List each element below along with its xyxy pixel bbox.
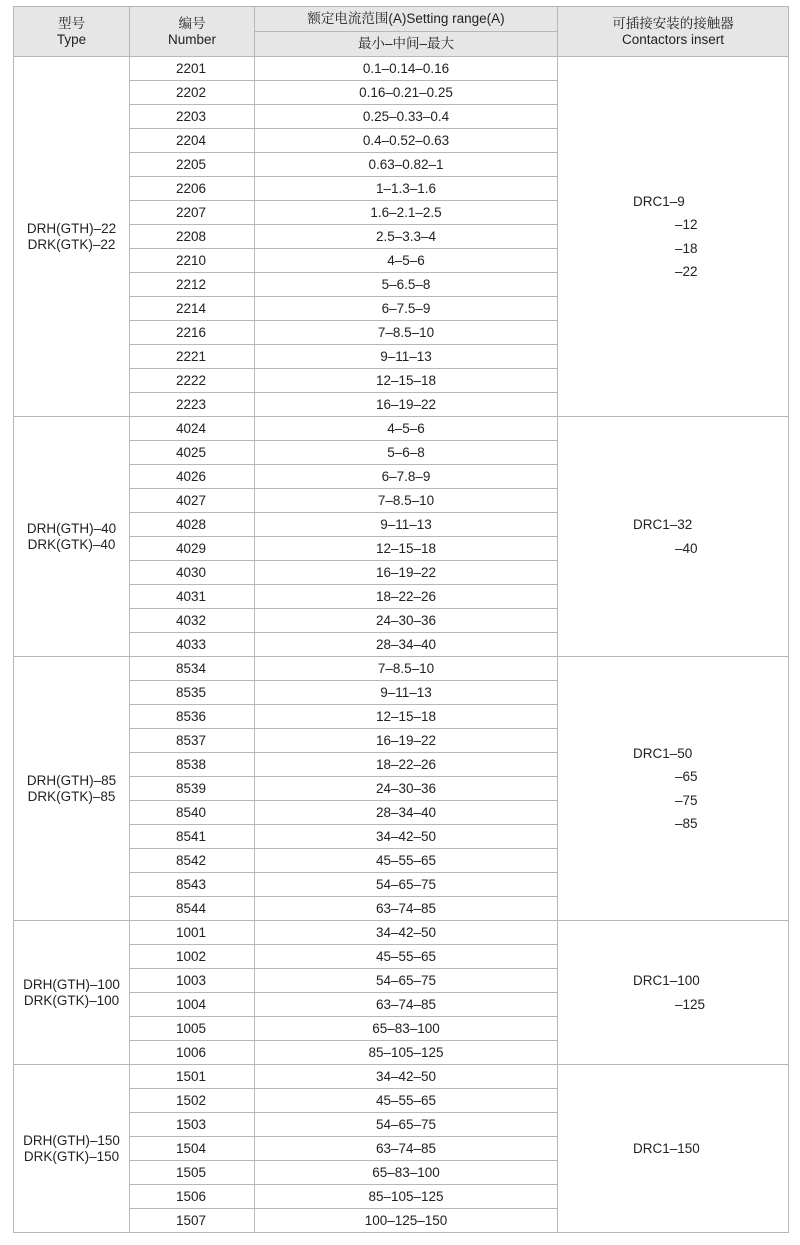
contactor-item: –22: [675, 264, 698, 279]
table-row: [14, 921, 789, 945]
range-cell: 7–8.5–10: [255, 657, 558, 681]
type-header-en: Type: [56, 31, 87, 47]
contactor-item: DRC1–50: [633, 745, 693, 761]
range-cell: 0.16–0.21–0.25: [255, 81, 558, 105]
number-header-en: Number: [167, 31, 216, 47]
type-cell: [14, 1065, 130, 1233]
number-cell: 1006: [130, 1041, 255, 1065]
number-cell: 1504: [130, 1137, 255, 1161]
range-cell: 7–8.5–10: [255, 321, 558, 345]
range-cell: 16–19–22: [255, 393, 558, 417]
range-cell: 0.4–0.52–0.63: [255, 129, 558, 153]
range-cell: 65–83–100: [255, 1017, 558, 1041]
number-cell: 4027: [130, 489, 255, 513]
contactor-item: –40: [675, 540, 698, 556]
contactor-header-cn: 可插接安装的接触器: [612, 15, 734, 31]
number-cell: 1503: [130, 1113, 255, 1137]
number-cell: 2214: [130, 297, 255, 321]
range-cell: 12–15–18: [255, 705, 558, 729]
range-cell: 1–1.3–1.6: [255, 177, 558, 201]
number-cell: 1501: [130, 1065, 255, 1089]
number-cell: 4024: [130, 417, 255, 441]
type-line: DRK(GTK)–85: [27, 788, 116, 804]
number-cell: 8541: [130, 825, 255, 849]
contactor-list: [633, 742, 698, 836]
number-cell: 2208: [130, 225, 255, 249]
range-cell: 18–22–26: [255, 753, 558, 777]
range-cell: 0.1–0.14–0.16: [255, 57, 558, 81]
number-cell: 2203: [130, 105, 255, 129]
number-cell: 1005: [130, 1017, 255, 1041]
number-cell: 1003: [130, 969, 255, 993]
type-cell: [14, 417, 130, 657]
contactor-item: –65: [675, 769, 698, 784]
range-cell: 54–65–75: [255, 969, 558, 993]
range-cell: 9–11–13: [255, 345, 558, 369]
range-cell: 4–5–6: [255, 249, 558, 273]
range-cell: 12–15–18: [255, 537, 558, 561]
contactor-list: [633, 513, 698, 560]
range-cell: 5–6.5–8: [255, 273, 558, 297]
spec-table: [13, 6, 789, 1233]
contactor-cell: [558, 921, 789, 1065]
range-cell: 4–5–6: [255, 417, 558, 441]
number-cell: 2205: [130, 153, 255, 177]
number-cell: 1002: [130, 945, 255, 969]
contactor-cell: [558, 417, 789, 657]
range-cell: 45–55–65: [255, 1089, 558, 1113]
number-cell: 4025: [130, 441, 255, 465]
contactor-header-en: Contactors insert: [621, 31, 725, 47]
range-cell: 7–8.5–10: [255, 489, 558, 513]
range-cell: 0.63–0.82–1: [255, 153, 558, 177]
number-cell: 2210: [130, 249, 255, 273]
range-cell: 0.25–0.33–0.4: [255, 105, 558, 129]
range-header: 额定电流范围(A)Setting range(A): [255, 7, 558, 32]
number-cell: 8537: [130, 729, 255, 753]
range-cell: 45–55–65: [255, 849, 558, 873]
number-cell: 4028: [130, 513, 255, 537]
type-cell: [14, 657, 130, 921]
number-cell: 1506: [130, 1185, 255, 1209]
number-cell: 2204: [130, 129, 255, 153]
range-cell: 6–7.8–9: [255, 465, 558, 489]
range-cell: 54–65–75: [255, 1113, 558, 1137]
contactor-item: DRC1–9: [633, 193, 685, 209]
contactor-list: [633, 1137, 700, 1161]
number-cell: 8542: [130, 849, 255, 873]
range-cell: 65–83–100: [255, 1161, 558, 1185]
type-line: DRH(GTH)–22: [26, 220, 117, 236]
table-row: [14, 657, 789, 681]
range-cell: 24–30–36: [255, 609, 558, 633]
type-line: DRK(GTK)–150: [23, 1148, 120, 1164]
table-header: [14, 7, 789, 57]
number-cell: 8543: [130, 873, 255, 897]
contactor-item: DRC1–32: [633, 517, 693, 532]
number-cell: 8536: [130, 705, 255, 729]
range-cell: 63–74–85: [255, 1137, 558, 1161]
contactor-item: –125: [675, 996, 706, 1012]
range-cell: 85–105–125: [255, 1185, 558, 1209]
contactor-item: –75: [675, 792, 698, 808]
number-cell: 2206: [130, 177, 255, 201]
number-cell: 1004: [130, 993, 255, 1017]
number-cell: 8539: [130, 777, 255, 801]
number-cell: 4030: [130, 561, 255, 585]
number-cell: 4026: [130, 465, 255, 489]
range-cell: 28–34–40: [255, 633, 558, 657]
table-row: [14, 417, 789, 441]
contactor-item: –12: [675, 217, 698, 232]
contactor-item: DRC1–150: [633, 1140, 700, 1156]
number-cell: 1001: [130, 921, 255, 945]
number-header: [130, 7, 255, 57]
range-cell: 28–34–40: [255, 801, 558, 825]
range-cell: 16–19–22: [255, 729, 558, 753]
range-cell: 5–6–8: [255, 441, 558, 465]
number-cell: 8538: [130, 753, 255, 777]
type-line: DRH(GTH)–85: [26, 772, 117, 788]
contactor-list: [633, 190, 698, 284]
number-cell: 1502: [130, 1089, 255, 1113]
number-cell: 1505: [130, 1161, 255, 1185]
table-row: [14, 57, 789, 81]
range-cell: 2.5–3.3–4: [255, 225, 558, 249]
type-line: DRH(GTH)–150: [23, 1132, 120, 1148]
contactor-cell: [558, 57, 789, 417]
range-cell: 9–11–13: [255, 681, 558, 705]
range-cell: 100–125–150: [255, 1209, 558, 1233]
type-line: DRK(GTK)–22: [27, 236, 116, 252]
contactor-cell: [558, 1065, 789, 1233]
number-cell: 4032: [130, 609, 255, 633]
range-cell: 24–30–36: [255, 777, 558, 801]
range-cell: 34–42–50: [255, 825, 558, 849]
type-line: DRK(GTK)–100: [23, 992, 120, 1008]
range-cell: 16–19–22: [255, 561, 558, 585]
contactor-list: [633, 969, 705, 1016]
type-header: [14, 7, 130, 57]
contactor-cell: [558, 657, 789, 921]
number-cell: 4031: [130, 585, 255, 609]
range-cell: 6–7.5–9: [255, 297, 558, 321]
contactor-item: DRC1–100: [633, 973, 700, 988]
number-cell: 2223: [130, 393, 255, 417]
number-cell: 2202: [130, 81, 255, 105]
type-cell: [14, 57, 130, 417]
number-cell: 8544: [130, 897, 255, 921]
contactor-item: –85: [675, 816, 698, 831]
contactor-header: [558, 7, 789, 57]
range-cell: 1.6–2.1–2.5: [255, 201, 558, 225]
number-cell: 4029: [130, 537, 255, 561]
number-cell: 1507: [130, 1209, 255, 1233]
range-cell: 12–15–18: [255, 369, 558, 393]
range-subheader: 最小–中间–最大: [255, 32, 558, 57]
range-cell: 85–105–125: [255, 1041, 558, 1065]
number-cell: 2216: [130, 321, 255, 345]
range-cell: 63–74–85: [255, 897, 558, 921]
number-cell: 4033: [130, 633, 255, 657]
number-cell: 8540: [130, 801, 255, 825]
number-cell: 2212: [130, 273, 255, 297]
number-cell: 8535: [130, 681, 255, 705]
range-cell: 34–42–50: [255, 1065, 558, 1089]
number-header-cn: 编号: [178, 15, 206, 31]
type-line: DRH(GTH)–100: [23, 976, 120, 992]
number-cell: 2222: [130, 369, 255, 393]
range-cell: 54–65–75: [255, 873, 558, 897]
type-line: DRH(GTH)–40: [26, 520, 117, 536]
range-cell: 63–74–85: [255, 993, 558, 1017]
number-cell: 2221: [130, 345, 255, 369]
number-cell: 8534: [130, 657, 255, 681]
contactor-item: –18: [675, 240, 698, 256]
table-row: [14, 1065, 789, 1089]
type-header-cn: 型号: [58, 15, 85, 31]
range-cell: 9–11–13: [255, 513, 558, 537]
number-cell: 2207: [130, 201, 255, 225]
range-cell: 34–42–50: [255, 921, 558, 945]
table-body: [14, 57, 789, 1233]
type-line: DRK(GTK)–40: [27, 536, 116, 552]
range-cell: 45–55–65: [255, 945, 558, 969]
range-cell: 18–22–26: [255, 585, 558, 609]
type-cell: [14, 921, 130, 1065]
number-cell: 2201: [130, 57, 255, 81]
